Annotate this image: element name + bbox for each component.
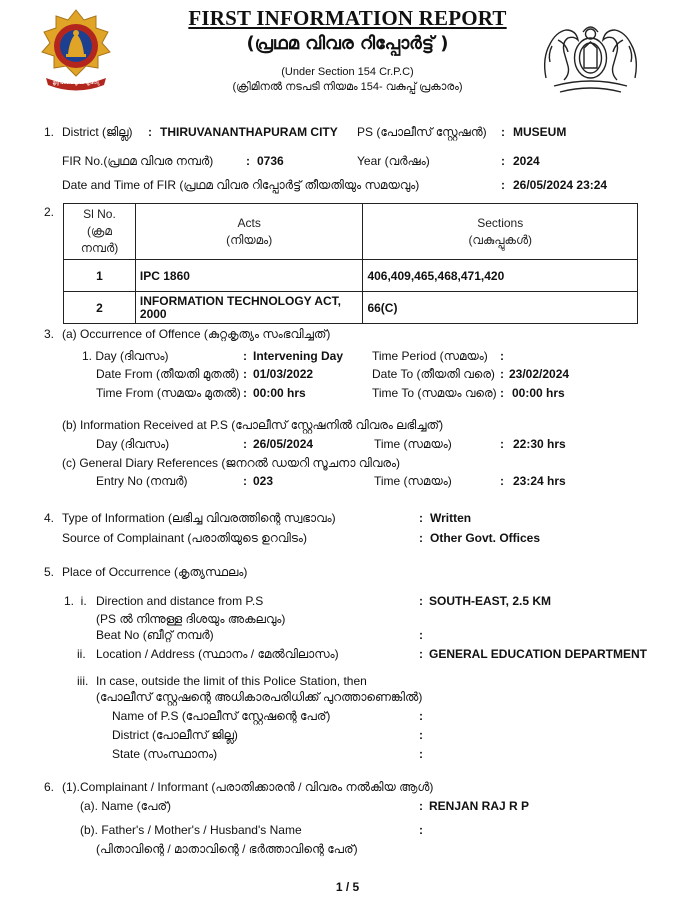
section-5-number: 5. bbox=[44, 565, 55, 579]
fir-no-value: 0736 bbox=[257, 154, 284, 168]
page-number: 1 / 5 bbox=[335, 880, 360, 894]
beat-no-label: Beat No (ബീറ്റ് നമ്പർ) bbox=[96, 628, 214, 642]
received-day-label: Day (ദിവസം) bbox=[96, 437, 170, 451]
section-4-number: 4. bbox=[44, 511, 55, 525]
sections-cell: 406,409,465,468,471,420 bbox=[363, 260, 638, 292]
acts-sections-table bbox=[63, 203, 638, 324]
colon: : bbox=[501, 125, 505, 139]
colon: : bbox=[419, 799, 423, 813]
occurrence-heading: (a) Occurrence of Offence (കുറ്റകൃത്യം സംഭവിച്ചത്) bbox=[62, 327, 331, 341]
other-district-label: District (പോലീസ് ജില്ല) bbox=[112, 728, 238, 742]
section-reference-mal: (ക്രിമിനൽ നടപടി നിയമം 154- വകുപ്പ് പ്രകാരം) bbox=[232, 81, 463, 93]
colon: : bbox=[500, 474, 504, 488]
date-to-label: Date To (തീയതി വരെ) bbox=[372, 367, 495, 381]
page-subtitle-mal: (പ്രഥമ വിവര റിപ്പോർട്ട് ) bbox=[246, 33, 449, 54]
colon: : bbox=[419, 709, 423, 723]
colon: : bbox=[243, 437, 247, 451]
other-ps-name-label: Name of P.S (പോലീസ് സ്റ്റേഷന്റെ പേര്) bbox=[112, 709, 331, 723]
section-3-number: 3. bbox=[44, 327, 55, 341]
date-from-value: 01/03/2022 bbox=[253, 367, 314, 381]
complainant-source-label: Source of Complainant (പരാതിയുടെ ഉറവിടം) bbox=[62, 531, 307, 545]
colon: : bbox=[419, 823, 423, 837]
date-from-label: Date From (തീയതി മുതൽ) bbox=[96, 367, 240, 381]
location-label: Location / Address (സ്ഥാനം / മേൽവിലാസം) bbox=[96, 647, 339, 661]
crest-motto: മൃദു ഭാവേ ദൃഢ കൃത്യേ bbox=[52, 80, 100, 86]
direction-value: SOUTH-EAST, 2.5 KM bbox=[429, 594, 552, 608]
colon: : bbox=[419, 647, 423, 661]
colon: : bbox=[419, 628, 423, 642]
received-time-label: Time (സമയം) bbox=[374, 437, 452, 451]
fir-datetime-label: Date and Time of FIR (പ്രഥമ വിവര റിപ്പോർട്ട് തീയതിയും സമയവും) bbox=[62, 178, 420, 192]
section-reference: (Under Section 154 Cr.P.C) bbox=[281, 66, 414, 78]
colon: : bbox=[419, 728, 423, 742]
colon: : bbox=[419, 531, 423, 545]
section-6-number: 6. bbox=[44, 780, 55, 794]
entry-no-value: 023 bbox=[253, 474, 274, 488]
subsection-number: iii. bbox=[77, 674, 89, 688]
location-value: GENERAL EDUCATION DEPARTMENT bbox=[429, 647, 648, 661]
district-label: District (ജില്ല) bbox=[62, 125, 133, 139]
other-state-label: State (സംസ്ഥാനം) bbox=[112, 747, 218, 761]
sections-header: Sections (വകുപ്പുകൾ) bbox=[363, 204, 638, 260]
info-received-heading: (b) Information Received at P.S (പോലീസ് സ്റ്റേഷനിൽ വിവരം ലഭിച്ചത്) bbox=[62, 418, 444, 432]
year-value: 2024 bbox=[513, 154, 540, 168]
outside-limit-label-mal: (പോലീസ് സ്റ്റേഷന്റെ അധികാരപരിധിക്ക് പുറത്താണെങ്കിൽ) bbox=[96, 690, 423, 704]
colon: : bbox=[419, 594, 423, 608]
outside-limit-label: In case, outside the limit of this Police Station, then bbox=[96, 674, 367, 688]
received-day-value: 26/05/2024 bbox=[253, 437, 314, 451]
colon: : bbox=[500, 437, 504, 451]
sections-cell: 66(C) bbox=[363, 292, 638, 324]
table-row bbox=[64, 292, 638, 324]
direction-label-mal: (PS ൽ നിന്നുള്ള ദിശയും അകലവും) bbox=[96, 612, 286, 626]
colon: : bbox=[501, 178, 505, 192]
colon: : bbox=[500, 386, 504, 400]
direction-label: Direction and distance from P.S bbox=[96, 594, 264, 608]
relative-name-label: (b). Father's / Mother's / Husband's Name bbox=[80, 823, 302, 837]
year-label: Year (വർഷം) bbox=[357, 154, 430, 168]
subsection-number: 1. i. bbox=[64, 594, 87, 608]
section-2-number: 2. bbox=[44, 205, 55, 219]
sl-no-header: Sl No. (ക്രമ നമ്പർ) bbox=[64, 204, 136, 260]
complainant-name-label: (a). Name (പേര്) bbox=[80, 799, 172, 813]
colon: : bbox=[419, 511, 423, 525]
table-row bbox=[64, 260, 638, 292]
time-to-value: 00:00 hrs bbox=[512, 386, 565, 400]
colon: : bbox=[243, 349, 247, 363]
relative-name-label-mal: (പിതാവിന്റെ / മാതാവിന്റെ / ഭർത്താവിന്റെ പേര്) bbox=[96, 842, 358, 856]
time-period-label: Time Period (സമയം) bbox=[372, 349, 488, 363]
colon: : bbox=[243, 367, 247, 381]
complainant-name-value: RENJAN RAJ R P bbox=[429, 799, 530, 813]
ps-value: MUSEUM bbox=[513, 125, 567, 139]
complainant-source-value: Other Govt. Offices bbox=[430, 531, 541, 545]
fir-no-label: FIR No.(പ്രഥമ വിവര നമ്പർ) bbox=[62, 154, 214, 168]
entry-no-label: Entry No (നമ്പർ) bbox=[96, 474, 188, 488]
colon: : bbox=[243, 386, 247, 400]
sl-no-cell: 1 bbox=[64, 260, 136, 292]
table-header-row bbox=[64, 204, 638, 260]
occurrence-day-label: 1. Day (ദിവസം) bbox=[82, 349, 169, 363]
place-heading: Place of Occurrence (കൃത്യസ്ഥലം) bbox=[62, 565, 248, 579]
colon: : bbox=[500, 367, 504, 381]
gd-references-heading: (c) General Diary References (ജനറൽ ഡയറി സൂചനാ വിവരം) bbox=[62, 456, 401, 470]
received-time-value: 22:30 hrs bbox=[513, 437, 566, 451]
time-to-label: Time To (സമയം വരെ) bbox=[372, 386, 497, 400]
colon: : bbox=[501, 154, 505, 168]
info-type-value: Written bbox=[430, 511, 472, 525]
colon: : bbox=[246, 154, 250, 168]
acts-header: Acts (നിയമം) bbox=[135, 204, 363, 260]
occurrence-day-value: Intervening Day bbox=[253, 349, 344, 363]
colon: : bbox=[243, 474, 247, 488]
colon: : bbox=[148, 125, 152, 139]
act-cell: IPC 1860 bbox=[135, 260, 363, 292]
colon: : bbox=[500, 349, 504, 363]
sl-no-cell: 2 bbox=[64, 292, 136, 324]
section-1-number: 1. bbox=[44, 125, 55, 139]
page-title: FIRST INFORMATION REPORT bbox=[188, 6, 507, 30]
time-from-value: 00:00 hrs bbox=[253, 386, 306, 400]
district-value: THIRUVANANTHAPURAM CITY bbox=[160, 125, 338, 139]
date-to-value: 23/02/2024 bbox=[509, 367, 570, 381]
subsection-number: ii. bbox=[77, 647, 86, 661]
ps-label: PS (പോലീസ് സ്റ്റേഷൻ) bbox=[357, 125, 487, 139]
colon: : bbox=[419, 747, 423, 761]
gd-time-label: Time (സമയം) bbox=[374, 474, 452, 488]
act-cell: INFORMATION TECHNOLOGY ACT, 2000 bbox=[135, 292, 363, 324]
complainant-heading: (1).Complainant / Informant (പരാതിക്കാരൻ / വിവരം നൽകിയ ആൾ) bbox=[62, 780, 434, 794]
fir-datetime-value: 26/05/2024 23:24 bbox=[513, 178, 608, 192]
time-from-label: Time From (സമയം മുതൽ) bbox=[96, 386, 241, 400]
gd-time-value: 23:24 hrs bbox=[513, 474, 566, 488]
info-type-label: Type of Information (ലഭിച്ച വിവരത്തിന്റെ സ്വഭാവം) bbox=[62, 511, 336, 525]
